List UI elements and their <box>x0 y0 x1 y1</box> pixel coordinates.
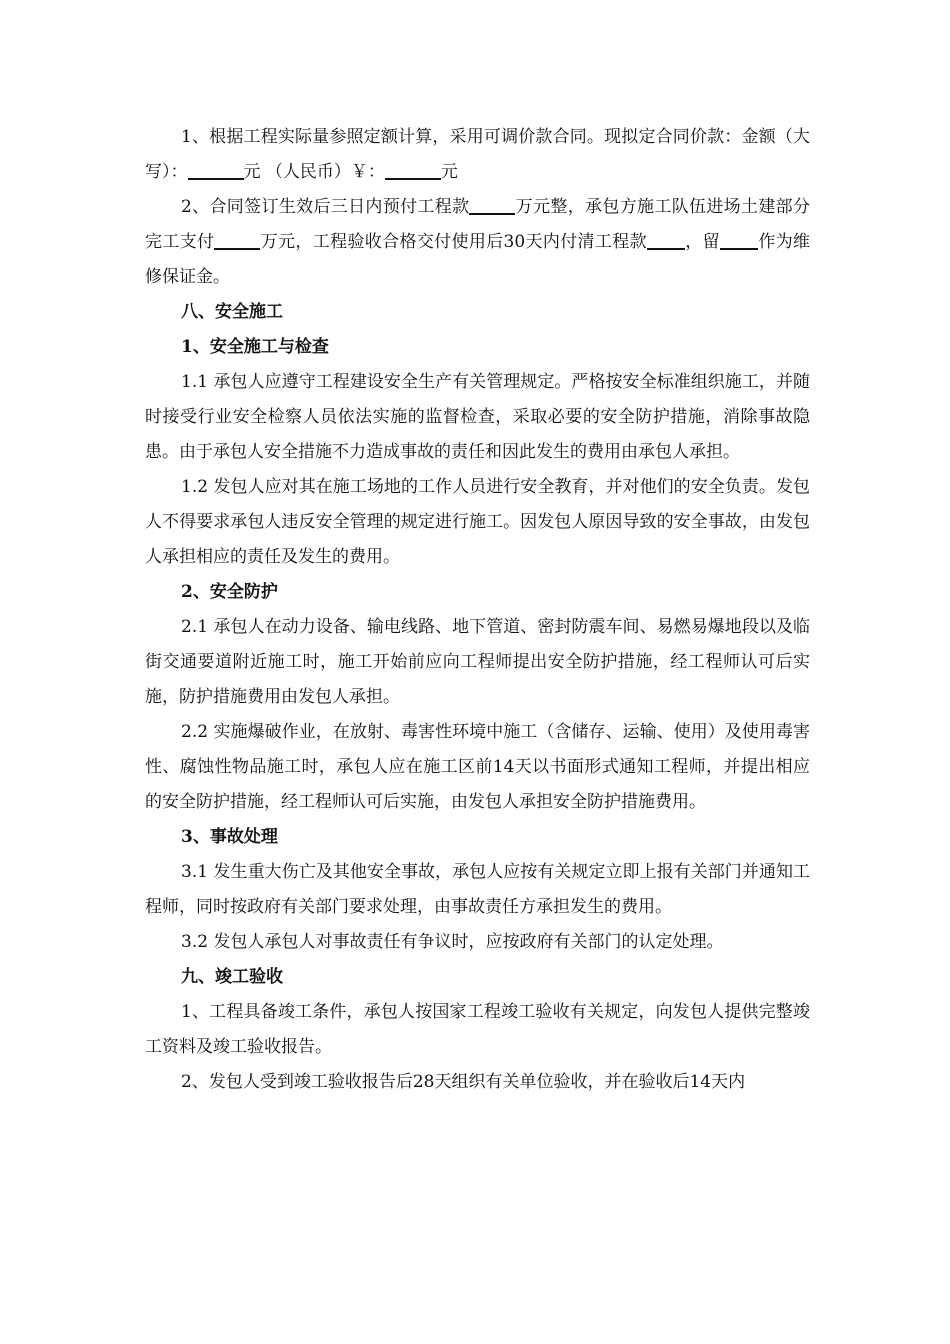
blank-amount-words[interactable] <box>188 160 244 180</box>
blank-final-payment[interactable] <box>647 230 685 250</box>
section-heading-safety: 八、安全施工 <box>181 302 283 322</box>
text-segment: 万元整，承包方施工队伍进场土建部分完工支付 <box>145 197 810 252</box>
clause-9-2: 2、发包人受到竣工验收报告后28天组织有关单位验收，并在验收后14天内 <box>181 1072 746 1092</box>
paragraph-contract-price <box>145 120 810 190</box>
section-heading-completion-acceptance: 九、竣工验收 <box>181 967 283 987</box>
text-segment: 万元，工程验收合格交付使用后30天内付清工程款 <box>260 232 647 252</box>
document-page <box>145 120 810 1100</box>
blank-retention[interactable] <box>720 230 758 250</box>
text-segment: 元 （人民币）￥： <box>243 162 385 182</box>
text-segment: 2、合同签订生效后三日内预付工程款 <box>181 197 470 217</box>
subsection-heading-safety-inspection: 1、安全施工与检查 <box>181 337 329 357</box>
paragraph-payment-terms <box>145 190 810 295</box>
clause-1-2: 1.2 发包人应对其在施工场地的工作人员进行安全教育，并对他们的安全负责。发包人不得要求承包人违反安全管理的规定进行施工。因发包人原因导致的安全事故，由发包人承担相应的责任及发生的费用。 <box>145 477 810 567</box>
blank-progress-payment[interactable] <box>214 230 260 250</box>
clause-2-1: 2.1 承包人在动力设备、输电线路、地下管道、密封防震车间、易燃易爆地段以及临街交通要道附近施工时，施工开始前应向工程师提出安全防护措施，经工程师认可后实施，防护措施费用由发包人承担。 <box>145 617 810 707</box>
text-segment: 作为维修保证金。 <box>145 232 811 287</box>
clause-1-1: 1.1 承包人应遵守工程建设安全生产有关管理规定。严格按安全标准组织施工，并随时接受行业安全检察人员依法实施的监督检查，采取必要的安全防护措施，消除事故隐患。由于承包人安全措施不力造成事故的责任和因此发生的费用由承包人承担。 <box>145 372 810 462</box>
clause-9-1: 1、工程具备竣工条件，承包人按国家工程竣工验收有关规定，向发包人提供完整竣工资料及竣工验收报告。 <box>145 1002 810 1057</box>
text-segment: 元 <box>440 162 458 182</box>
blank-amount-rmb[interactable] <box>385 160 441 180</box>
clause-2-2: 2.2 实施爆破作业，在放射、毒害性环境中施工（含储存、运输、使用）及使用毒害性、腐蚀性物品施工时，承包人应在施工区前14天以书面形式通知工程师，并提出相应的安全防护措施，经工程师认可后实施，由发包人承担安全防护措施费用。 <box>145 722 810 812</box>
text-segment: ，留 <box>684 232 720 252</box>
clause-3-2: 3.2 发包人承包人对事故责任有争议时，应按政府有关部门的认定处理。 <box>181 932 724 952</box>
subsection-heading-safety-protection: 2、安全防护 <box>181 582 278 602</box>
blank-advance-payment[interactable] <box>469 195 515 215</box>
subsection-heading-accident-handling: 3、事故处理 <box>181 827 278 847</box>
clause-3-1: 3.1 发生重大伤亡及其他安全事故，承包人应按有关规定立即上报有关部门并通知工程师，同时按政府有关部门要求处理，由事故责任方承担发生的费用。 <box>145 862 810 917</box>
text-segment: 1、根据工程实际量参照定额计算，采用可调价款合同。现拟定合同价款：金额（大写）： <box>145 127 810 182</box>
